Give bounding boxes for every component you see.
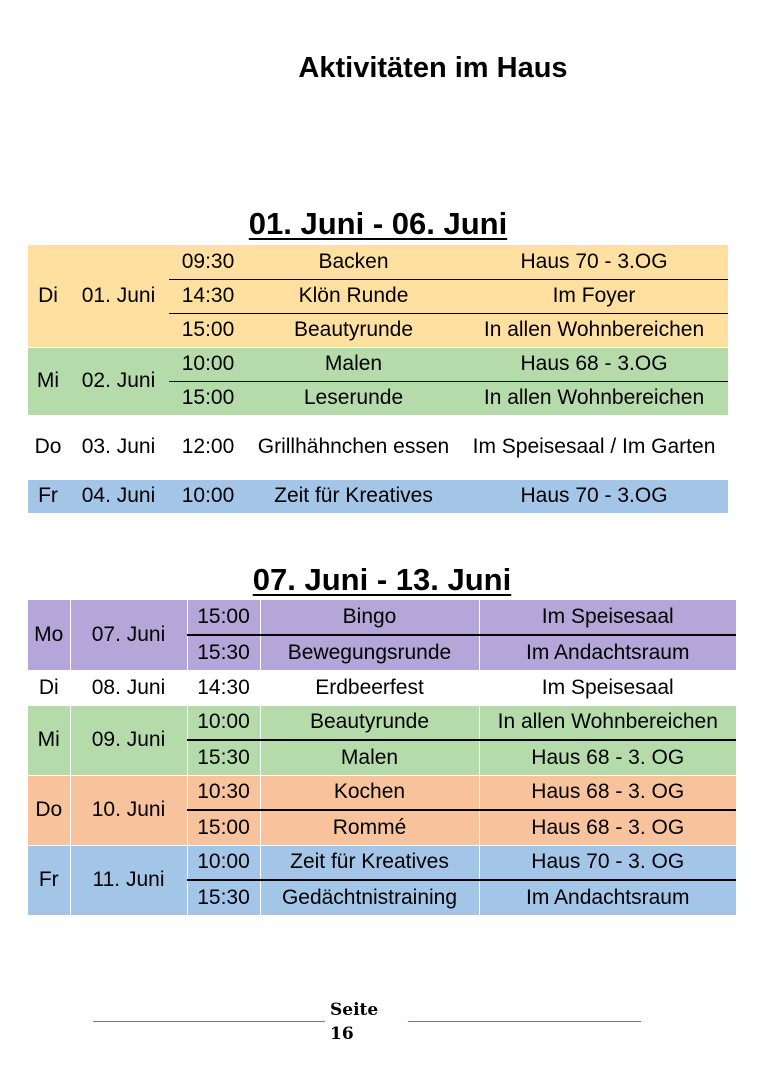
place-cell: Haus 68 - 3. OG	[479, 775, 736, 810]
day-cell: Di	[28, 670, 70, 705]
time-cell: 12:00	[181, 435, 235, 458]
place-cell: Im Speisesaal	[479, 600, 736, 635]
table-row	[28, 479, 728, 513]
week1-heading: 01. Juni - 06. Juni	[248, 206, 508, 241]
date-cell: 11. Juni	[70, 845, 187, 915]
day-cell: Mi	[36, 369, 60, 392]
activity-cell: Leserunde	[303, 386, 404, 409]
day-cell: Fr	[28, 845, 70, 915]
week1-table-body	[28, 245, 728, 513]
place-cell: In allen Wohnbereichen	[483, 386, 705, 409]
footer-label: Seite	[330, 1000, 379, 1020]
activity-cell: Erdbeerfest	[260, 670, 479, 705]
activity-cell: Backen	[247, 245, 460, 279]
place-cell: Im Speisesaal / Im Garten	[472, 435, 716, 458]
time-cell: 15:30	[187, 635, 260, 670]
table-row	[28, 245, 728, 279]
activity-cell: Zeit für Kreatives	[260, 845, 479, 880]
time-cell: 15:30	[187, 740, 260, 775]
footer-rule-right	[408, 1021, 641, 1022]
place-cell: Im Speisesaal	[479, 670, 736, 705]
place-cell: Im Foyer	[460, 279, 728, 313]
day-cell: Do	[28, 775, 70, 845]
table-row	[28, 347, 728, 381]
week2-heading: 07. Juni - 13. Juni	[252, 562, 512, 597]
activity-cell: Kochen	[260, 775, 479, 810]
table-row	[28, 705, 736, 740]
week1-schedule-table	[28, 245, 728, 514]
date-cell: 10. Juni	[70, 775, 187, 845]
time-cell: 15:00	[181, 386, 235, 409]
place-cell: Haus 68 - 3. OG	[479, 810, 736, 845]
time-cell: 10:00	[181, 484, 235, 507]
day-cell: Mo	[28, 600, 70, 670]
time-cell: 15:30	[187, 880, 260, 915]
activity-cell: Beautyrunde	[260, 705, 479, 740]
activity-cell: Zeit für Kreatives	[274, 484, 433, 507]
table-row	[28, 670, 736, 705]
page-title: Aktivitäten im Haus	[298, 52, 568, 84]
date-cell: 09. Juni	[70, 705, 187, 775]
day-cell: Do	[34, 435, 62, 458]
time-cell: 14:30	[187, 670, 260, 705]
week2-schedule-table	[28, 600, 736, 916]
place-cell: Im Andachtsraum	[479, 635, 736, 670]
time-cell: 14:30	[169, 279, 247, 313]
activity-cell: Beautyrunde	[293, 318, 414, 341]
time-cell: 15:00	[187, 600, 260, 635]
activity-cell: Bingo	[260, 600, 479, 635]
place-cell: Haus 70 - 3.OG	[520, 484, 668, 507]
activity-cell: Klön Runde	[247, 279, 460, 313]
place-cell: In allen Wohnbereichen	[483, 318, 705, 341]
place-cell: Haus 70 - 3.OG	[460, 245, 728, 279]
time-cell: 10:30	[187, 775, 260, 810]
date-cell: 01. Juni	[81, 283, 156, 307]
day-cell: Mi	[28, 705, 70, 775]
table-row	[28, 775, 736, 810]
place-cell: Haus 70 - 3. OG	[479, 845, 736, 880]
activity-cell: Gedächtnistraining	[260, 880, 479, 915]
week2-table-body	[28, 600, 736, 915]
time-cell: 15:00	[181, 318, 235, 341]
table-row	[28, 415, 728, 479]
day-cell: Di	[38, 283, 58, 307]
page-number: 16	[330, 1024, 354, 1044]
date-cell: 02. Juni	[81, 369, 156, 392]
table-row	[28, 845, 736, 880]
place-cell: Haus 68 - 3.OG	[460, 347, 728, 381]
date-cell: 03. Juni	[81, 435, 156, 458]
time-cell: 15:00	[187, 810, 260, 845]
activity-cell: Bewegungsrunde	[260, 635, 479, 670]
table-row	[28, 600, 736, 635]
time-cell: 10:00	[169, 347, 247, 381]
place-cell: Im Andachtsraum	[479, 880, 736, 915]
time-cell: 10:00	[187, 705, 260, 740]
date-cell: 08. Juni	[70, 670, 187, 705]
activity-cell: Malen	[260, 740, 479, 775]
place-cell: In allen Wohnbereichen	[479, 705, 736, 740]
activity-cell: Malen	[247, 347, 460, 381]
date-cell: 07. Juni	[70, 600, 187, 670]
activity-cell: Rommé	[260, 810, 479, 845]
time-cell: 09:30	[169, 245, 247, 279]
place-cell: Haus 68 - 3. OG	[479, 740, 736, 775]
day-cell: Fr	[38, 484, 58, 507]
time-cell: 10:00	[187, 845, 260, 880]
footer-rule-left	[93, 1021, 325, 1022]
date-cell: 04. Juni	[81, 484, 156, 507]
page-footer	[330, 998, 388, 1046]
activity-cell: Grillhähnchen essen	[257, 435, 450, 458]
